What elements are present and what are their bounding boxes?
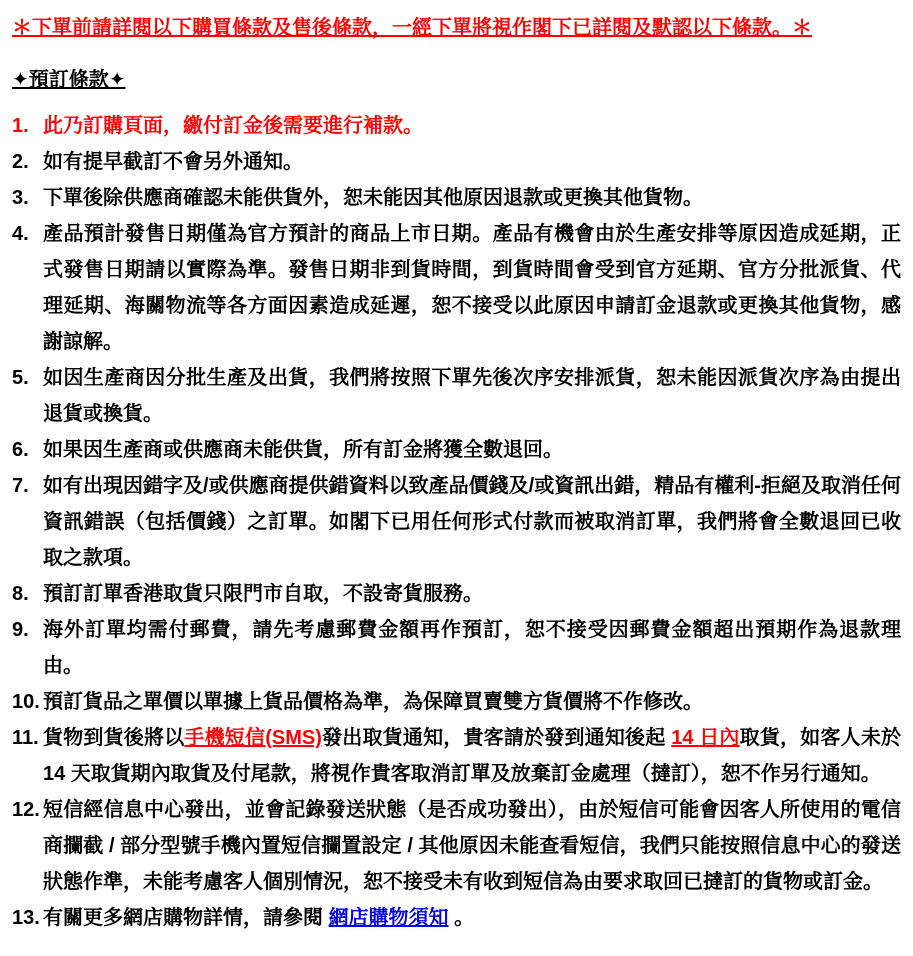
term-item-shop-guide: [12, 900, 901, 936]
term-text-segment: 取貨，如客人未於 14 天取貨期內取貨及付尾款，將視作貴客取消訂單及放棄訂金處理（撻訂），恕不作另行通知。: [43, 727, 902, 785]
term-item: [12, 216, 901, 360]
term-number: 5.: [12, 367, 29, 389]
term-item: [12, 144, 901, 180]
term-item: [12, 792, 901, 900]
term-text: 短信經信息中心發出，並會記錄發送狀態（是否成功發出），由於短信可能會因客人所使用的電信商攔截 / 部分型號手機內置短信攔置設定 / 其他原因未能查看短信，我們只能按照信息中心的發送狀態作準，未能考慮客人個別情況，恕不接受未有收到短信為由要求取回已撻訂的貨物或訂金。: [43, 799, 901, 893]
term-number: 12.: [12, 799, 40, 821]
shop-guide-link[interactable]: 網店購物須知: [328, 907, 449, 929]
term-text: 如有提早截訂不會另外通知。: [43, 151, 303, 173]
term-text-segment: 有關更多網店購物詳情，請參閱: [43, 907, 329, 929]
term-item: [12, 360, 901, 432]
term-number: 1.: [12, 115, 29, 137]
pickup-deadline-highlight: 14 日內: [671, 727, 740, 749]
term-number: 4.: [12, 223, 29, 245]
term-item: [12, 108, 901, 144]
term-number: 8.: [12, 583, 29, 605]
term-number: 10.: [12, 691, 40, 713]
term-number: 11.: [12, 727, 39, 749]
term-text: 預訂貨品之單價以單據上貨品價格為準，為保障買賣雙方貨價將不作修改。: [43, 691, 703, 713]
term-text: 產品預計發售日期僅為官方預計的商品上市日期。產品有機會由於生產安排等原因造成延期，正式發售日期請以實際為準。發售日期非到貨時間，到貨時間會受到官方延期、官方分批派貨、代理延期、海關物流等各方面因素造成延遲，恕不接受以此原因申請訂金退款或更換其他貨物，感謝諒解。: [43, 223, 901, 353]
term-text: 預訂訂單香港取貨只限門市自取，不設寄貨服務。: [43, 583, 483, 605]
term-number: 6.: [12, 439, 29, 461]
term-text-segment: 貨物到貨後將以: [43, 727, 185, 749]
term-text: 海外訂單均需付郵費，請先考慮郵費金額再作預訂，恕不接受因郵費金額超出預期作為退款理由。: [43, 619, 901, 677]
term-text-segment: 。: [448, 907, 475, 929]
term-number: 2.: [12, 151, 29, 173]
term-item: [12, 576, 901, 612]
term-item: [12, 180, 901, 216]
term-number: 13.: [12, 907, 40, 929]
term-item: [12, 684, 901, 720]
term-item: [12, 612, 901, 684]
term-text: [43, 900, 901, 936]
term-text: 下單後除供應商確認未能供貨外，恕未能因其他原因退款或更換其他貨物。: [43, 187, 703, 209]
term-text-segment: 發出取貨通知，貴客請於發到通知後起: [321, 727, 672, 749]
term-text: 如果因生產商或供應商未能供貨，所有訂金將獲全數退回。: [43, 439, 563, 461]
term-item: [12, 468, 901, 576]
term-number: 9.: [12, 619, 29, 641]
term-text: 此乃訂購頁面，繳付訂金後需要進行補款。: [43, 115, 423, 137]
term-number: 7.: [12, 475, 29, 497]
term-item-sms-notice: [12, 720, 901, 792]
section-heading: ✦預訂條款✦: [12, 69, 126, 91]
term-text: [43, 720, 901, 792]
terms-list: [12, 108, 901, 936]
sms-highlight: 手機短信(SMS): [184, 727, 322, 749]
term-item: [12, 432, 901, 468]
term-text: 如有出現因錯字及/或供應商提供錯資料以致產品價錢及/或資訊出錯，精品有權利-拒絕及取消任何資訊錯誤（包括價錢）之訂單。如閣下已用任何形式付款而被取消訂單，我們將會全數退回已收取之款項。: [43, 475, 901, 569]
term-number: 3.: [12, 187, 29, 209]
page-title: ＊下單前請詳閱以下購買條款及售後條款，一經下單將視作閣下已詳閱及默認以下條款。＊: [12, 17, 812, 39]
term-text: 如因生產商因分批生產及出貨，我們將按照下單先後次序安排派貨，恕未能因派貨次序為由提出退貨或換貨。: [43, 367, 901, 425]
